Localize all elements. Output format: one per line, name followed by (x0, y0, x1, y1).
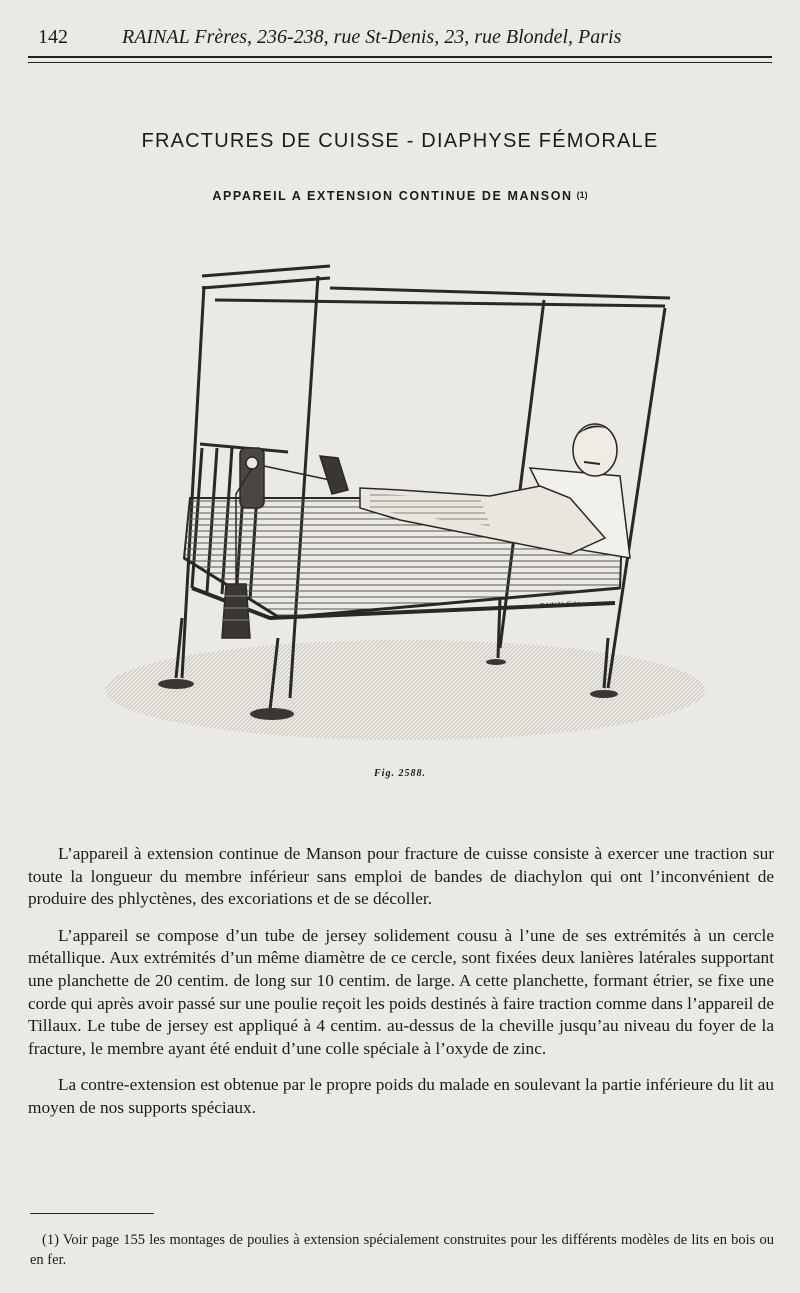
bed-maker-label: RAINAL Frès (539, 600, 582, 610)
body-text (28, 843, 774, 1134)
paragraph: La contre-extension est obtenue par le propre poids du malade en soulevant la partie inférieure du lit au moyen de nos supports spéciaux. (28, 1075, 774, 1117)
header-rule-thin (28, 62, 772, 63)
paragraph: L’appareil se compose d’un tube de jersey solidement cousu à l’une de ses extrémités à un cercle métallique. Aux extrémités d’un même diamètre de ce cercle, sont fixées deux lanières latérales supportant une planchette de 20 centim. de long sur 10 centim. de large. A cette planchette, formant étrier, se fixe une corde qui après avoir passé sur une poulie reçoit les poids destinés à faire traction comme dans l’appareil de Tillaux. Le tube de jersey est appliqué à 4 centim. au-dessus de la cheville jusqu’au niveau du foyer de la fracture, le membre ayant été enduit d’une colle spéciale à l’oxyde de zinc. (28, 925, 774, 1058)
running-title: RAINAL Frères, 236-238, rue St-Denis, 23, rue Blondel, Paris (122, 26, 622, 48)
paragraph: L’appareil à extension continue de Manson pour fracture de cuisse consiste à exercer une traction sur toute la longueur du membre inférieur sans emploi de bandes de diachylon qui ont l’inconvénient de produire des phlyctènes, des excoriations et de se décoller. (28, 844, 774, 909)
footnote (30, 1230, 774, 1270)
page-subtitle (0, 189, 800, 203)
page-title: FRACTURES DE CUISSE - DIAPHYSE FÉMORALE (141, 130, 659, 152)
page-header (30, 20, 770, 54)
page-number: 142 (38, 26, 68, 48)
subtitle-text: APPAREIL A EXTENSION CONTINUE DE MANSON (212, 189, 573, 203)
footnote-ref: (1) (576, 190, 588, 200)
bed-illustration (100, 258, 710, 748)
header-rule (28, 56, 772, 58)
footnote-rule (30, 1213, 154, 1214)
figure-caption: Fig. 2588. (374, 768, 426, 779)
footnote-text: (1) Voir page 155 les montages de poulies à extension spécialement construites pour les différents modèles de lits en bois ou en fer. (30, 1232, 774, 1268)
